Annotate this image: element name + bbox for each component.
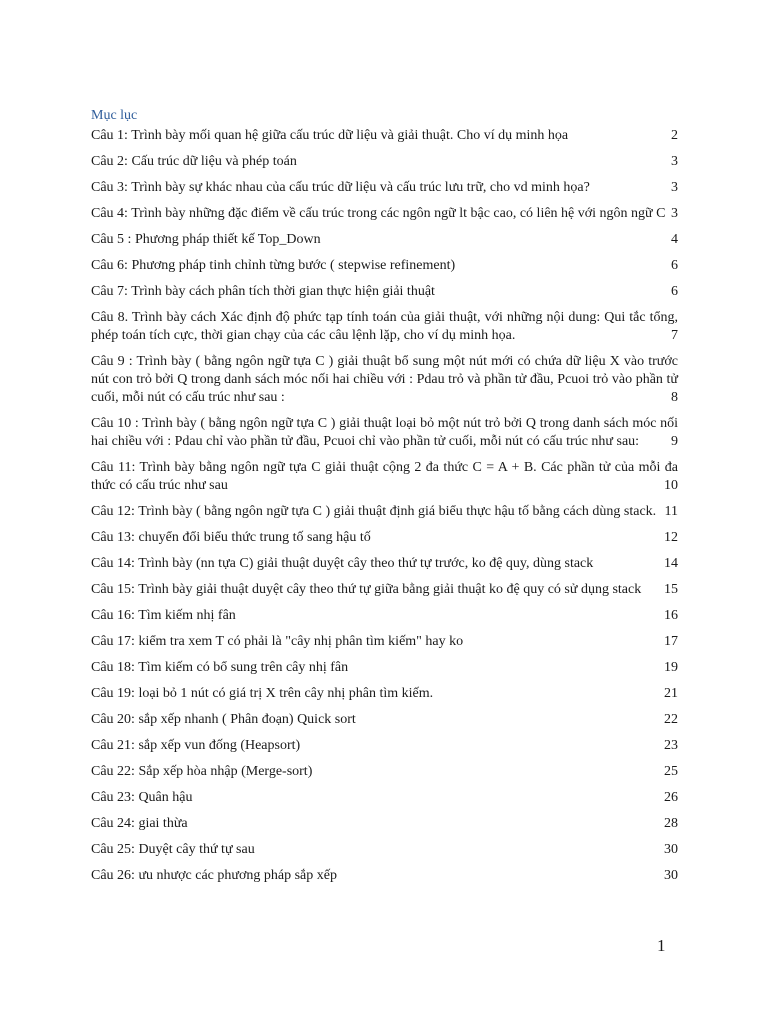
toc-entry-page-number: 6 — [671, 284, 678, 299]
toc-entry-page-number: 19 — [664, 660, 678, 675]
toc-entry-page-number: 10 — [664, 478, 678, 493]
page-number: 1 — [657, 936, 666, 955]
toc-entry[interactable] — [91, 231, 678, 249]
toc-entry-title-line: Câu 8. Trình bày cách Xác định độ phức tạp tính toán của giải thuật, với những nội dung: Qui tắc tổng, — [91, 310, 678, 325]
toc-entry-page-number: 17 — [664, 634, 678, 649]
toc-entry-title: Câu 3: Trình bày sự khác nhau của cấu trúc dữ liệu và cấu trúc lưu trữ, cho vd minh họa? — [91, 180, 590, 195]
toc-entry-page-number: 30 — [664, 868, 678, 883]
toc-entry-page-number: 6 — [671, 258, 678, 273]
toc-entry[interactable] — [91, 737, 678, 755]
toc-entry-title: Câu 6: Phương pháp tinh chỉnh từng bước ( stepwise refinement) — [91, 258, 456, 273]
toc-entry[interactable] — [91, 415, 678, 451]
toc-entry-page-number: 28 — [664, 816, 678, 831]
toc-entry[interactable] — [91, 153, 678, 171]
toc-entry-title-line: nút con trỏ bởi Q trong danh sách móc nối hai chiều với : Pdau trỏ và phần tử đầu, Pcuoi trỏ vào phần tử — [91, 372, 678, 387]
toc-entry[interactable] — [91, 503, 678, 521]
toc-entry[interactable] — [91, 789, 678, 807]
toc-entry-title-line: Câu 9 : Trình bày ( bằng ngôn ngữ tựa C ) giải thuật bổ sung một nút mới có chứa dữ liệu X vào trước — [91, 354, 678, 369]
toc-entry-page-number: 2 — [671, 128, 678, 143]
toc-entry-page-number: 26 — [664, 790, 678, 805]
toc-entry-title: Câu 12: Trình bày ( bằng ngôn ngữ tựa C ) giải thuật định giá biểu thực hậu tố bằng cách dùng stack. — [91, 504, 657, 519]
toc-entry-title: Câu 16: Tìm kiếm nhị fân — [91, 608, 236, 623]
toc-entry-title-line — [91, 477, 678, 495]
toc-entry-title: Câu 13: chuyển đổi biểu thức trung tố sang hậu tố — [91, 530, 371, 545]
toc-entry[interactable] — [91, 659, 678, 677]
toc-entry-page-number: 25 — [664, 764, 678, 779]
toc-entry-page-number: 3 — [671, 206, 678, 221]
toc-entry[interactable] — [91, 815, 678, 833]
toc-entry-title: Câu 20: sắp xếp nhanh ( Phân đoạn) Quick sort — [91, 712, 356, 727]
toc-entry-page-number: 16 — [664, 608, 678, 623]
toc-entry-title: Câu 7: Trình bày cách phân tích thời gian thực hiện giải thuật — [91, 284, 435, 299]
toc-entry[interactable] — [91, 607, 678, 625]
toc-entry-title: Câu 15: Trình bày giải thuật duyệt cây theo thứ tự giữa bằng giải thuật ko đệ quy có sử dụng stack — [91, 582, 642, 597]
toc-entry-page-number: 12 — [664, 530, 678, 545]
toc-entry-title: Câu 1: Trình bày mối quan hệ giữa cấu trúc dữ liệu và giải thuật. Cho ví dụ minh họa — [91, 128, 569, 143]
toc-entry-title-line: Câu 11: Trình bày bằng ngôn ngữ tựa C giải thuật cộng 2 đa thức C = A + B. Các phần tử của mỗi đa — [91, 460, 678, 475]
toc-entry-title: Câu 17: kiểm tra xem T có phải là "cây nhị phân tìm kiếm" hay ko — [91, 634, 464, 649]
toc-entry-page-number: 23 — [664, 738, 678, 753]
toc-entry[interactable] — [91, 257, 678, 275]
toc-entry-title: Câu 24: giai thừa — [91, 816, 188, 831]
toc-entry-page-number: 7 — [671, 328, 678, 343]
toc-entry-title-line: Câu 10 : Trình bày ( bằng ngôn ngữ tựa C ) giải thuật loại bỏ một nút trỏ bởi Q trong danh sách móc nối — [91, 416, 678, 431]
toc-entry-title: Câu 25: Duyệt cây thứ tự sau — [91, 842, 255, 857]
toc-entry-title: phép toán tích cực, thời gian chạy của các câu lệnh lặp, cho ví dụ minh họa. — [91, 328, 516, 343]
toc-entry[interactable] — [91, 205, 678, 223]
toc-entry[interactable] — [91, 763, 678, 781]
toc-entry-page-number: 8 — [671, 390, 678, 405]
toc-entry[interactable] — [91, 459, 678, 495]
toc-entry-title: Câu 23: Quân hậu — [91, 790, 193, 805]
toc-entry-title: Câu 22: Sắp xếp hòa nhập (Merge-sort) — [91, 764, 313, 779]
toc-entry[interactable] — [91, 127, 678, 145]
toc-entry-title: Câu 14: Trình bày (nn tựa C) giải thuật duyệt cây theo thứ tự trước, ko đệ quy, dùng stack — [91, 556, 594, 571]
toc-entry-page-number: 15 — [664, 582, 678, 597]
toc-entry-page-number: 30 — [664, 842, 678, 857]
toc-entry[interactable] — [91, 711, 678, 729]
toc-entry-title-line — [91, 327, 678, 345]
toc-entry[interactable] — [91, 867, 678, 885]
toc-entry-title: hai chiều với : Pdau chỉ vào phần tử đầu, Pcuoi chỉ vào phần tử cuối, mỗi nút có cấu trúc như sau: — [91, 434, 640, 449]
toc-entry-title: Câu 2: Cấu trúc dữ liệu và phép toán — [91, 154, 297, 169]
toc-entry-title-line — [91, 389, 678, 407]
toc-entry-title: Câu 26: ưu nhược các phương pháp sắp xếp — [91, 868, 337, 883]
toc-heading: Mục lục — [91, 108, 138, 123]
toc-entry[interactable] — [91, 685, 678, 703]
toc-entry-title: Câu 21: sắp xếp vun đống (Heapsort) — [91, 738, 301, 753]
toc-entry-page-number: 4 — [671, 232, 678, 247]
toc-entry[interactable] — [91, 283, 678, 301]
toc-entry[interactable] — [91, 841, 678, 859]
toc-entry[interactable] — [91, 353, 678, 407]
toc-entry-page-number: 22 — [664, 712, 678, 727]
toc-entry[interactable] — [91, 529, 678, 547]
toc-entry[interactable] — [91, 309, 678, 345]
toc-entry-page-number: 14 — [664, 556, 678, 571]
toc-entry-title: Câu 5 : Phương pháp thiết kế Top_Down — [91, 232, 321, 247]
toc-entry[interactable] — [91, 179, 678, 197]
toc-entry-page-number: 21 — [664, 686, 678, 701]
toc-entry[interactable] — [91, 581, 678, 599]
toc-entry-title: thức có cấu trúc như sau — [91, 478, 228, 493]
toc-entry-page-number: 11 — [664, 504, 678, 519]
toc-entry-title: cuối, mỗi nút có cấu trúc như sau : — [91, 390, 285, 405]
toc-entry-title-line — [91, 433, 678, 451]
toc-entry[interactable] — [91, 633, 678, 651]
toc-entry-page-number: 3 — [671, 154, 678, 169]
toc-entry[interactable] — [91, 555, 678, 573]
toc-entry-title: Câu 19: loại bỏ 1 nút có giá trị X trên cây nhị phân tìm kiếm. — [91, 686, 434, 701]
toc-entry-page-number: 3 — [671, 180, 678, 195]
toc-entry-title: Câu 4: Trình bày những đặc điểm về cấu trúc trong các ngôn ngữ lt bậc cao, có liên hệ với ngôn ngữ C — [91, 206, 666, 221]
toc-entry-page-number: 9 — [671, 434, 678, 449]
toc-entry-title: Câu 18: Tìm kiếm có bổ sung trên cây nhị fân — [91, 660, 349, 675]
